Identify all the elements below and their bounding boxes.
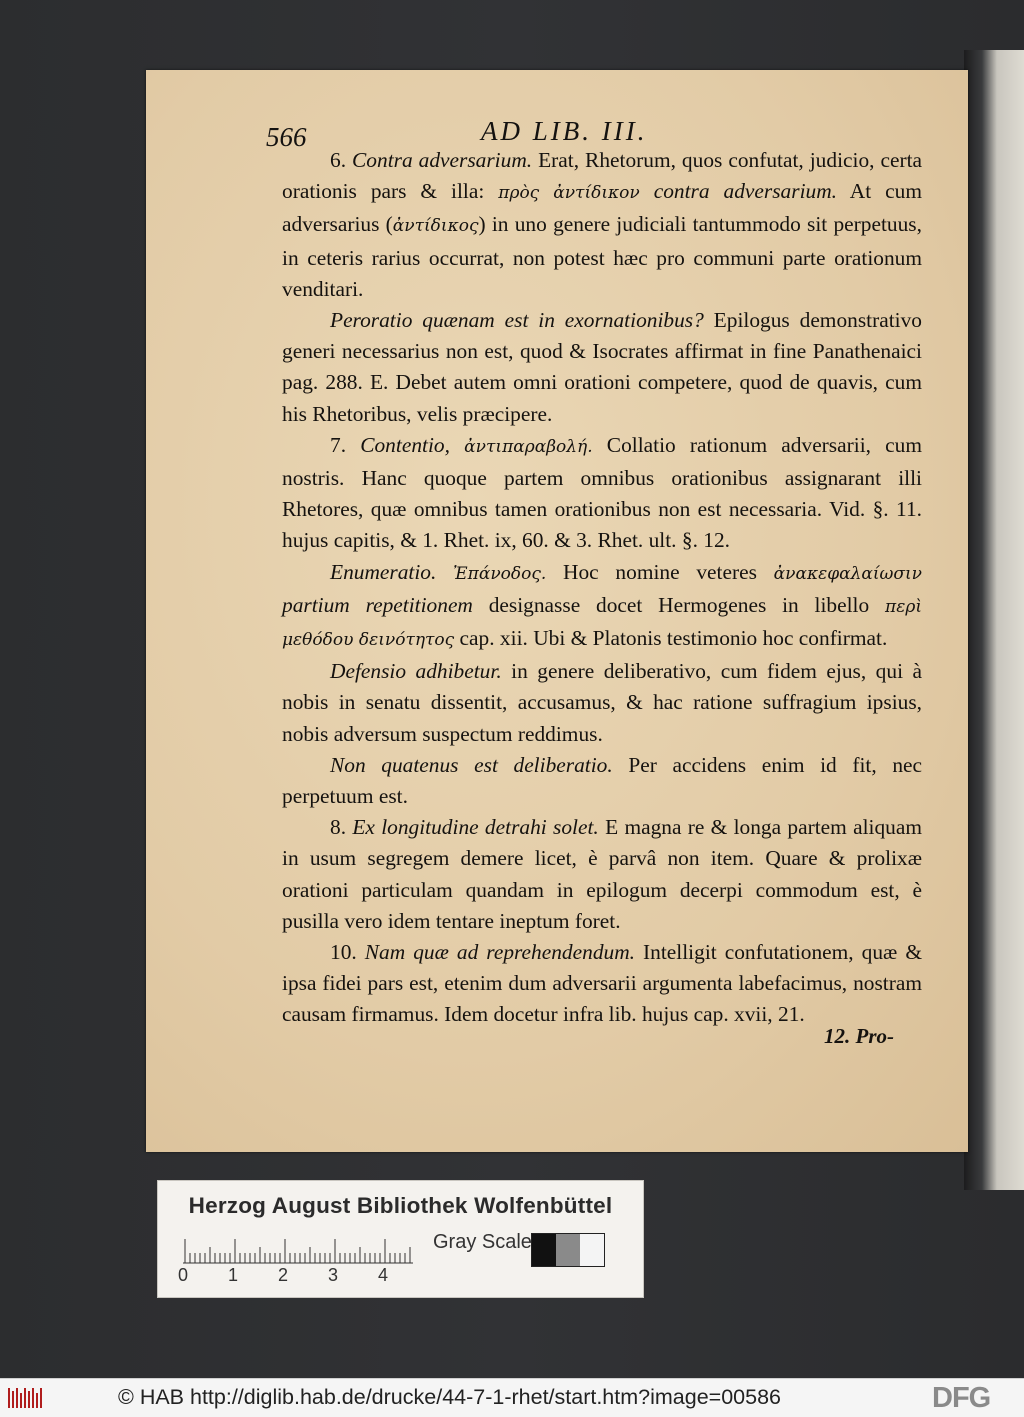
ruler-number: 4: [378, 1265, 389, 1285]
hab-logo-icon: [6, 1385, 46, 1411]
text-run: cap. xii. Ubi & Platonis testimonio hoc confirmat.: [454, 626, 888, 651]
paragraph: [282, 937, 922, 1031]
gray-scale-swatch: [531, 1233, 605, 1267]
ruler-scale: [183, 1234, 413, 1264]
ruler-number: 2: [278, 1265, 289, 1285]
gray-swatch-cell: [556, 1234, 580, 1266]
greek-term: ἀνακεφαλαίωσιν: [773, 563, 922, 584]
text-run: 8.: [330, 815, 353, 840]
paragraph: [282, 557, 922, 657]
text-run: designasse docet Hermogenes in libello: [472, 592, 886, 617]
italic-lemma: partium repetitionem: [282, 592, 473, 617]
adjacent-page-edge: [964, 50, 1024, 1190]
text-run: in genere deliberativo, cum fidem ejus, qui à nobis in senatu dissentit, accusamus, & hac ratione suffragium ipsius, nobis adversum suspectum reddimus.: [282, 659, 922, 746]
dfg-logo: DFG: [932, 1382, 991, 1414]
text-run: 7.: [330, 432, 361, 457]
paragraph: [282, 656, 922, 750]
ruler-number: 0: [178, 1265, 189, 1285]
greek-term: περὶ μεθόδου δεινότητος: [282, 596, 922, 651]
ruler-number: 3: [328, 1265, 339, 1285]
italic-lemma: Defensio adhibetur.: [330, 659, 502, 684]
color-target-card: [157, 1180, 644, 1298]
italic-lemma: Contentio,: [360, 432, 450, 457]
text-run: ) in uno genere judiciali tantummodo sit perpetuus, in ceteris rarius occurrat, non potest hæc pro communi parte orationum venditari.: [282, 212, 922, 301]
text-run: 10.: [330, 940, 365, 965]
text-run: E magna re & longa partem aliquam in usum segregem demere licet, è parvâ non item. Quare & prolixæ orationi particulam quandam in epilogum decerpi commodum est, è pusilla vero idem tentare ineptum foret.: [282, 815, 923, 933]
text-run: Intelligit confutationem, quæ & ipsa fidei pars est, etenim dum adversarii argumenta labefacimus, nostram causam firmamus. Idem docetur infra lib. hujus cap. xvii, 21.: [282, 940, 922, 1027]
paragraph: [282, 145, 922, 305]
text-run: Per accidens enim id fit, nec perpetuum est.: [282, 752, 922, 809]
text-run: Erat, Rhetorum, quos confutat, judicio, certa orationis pars & illa:: [282, 148, 923, 204]
italic-lemma: contra adversarium.: [639, 179, 838, 204]
greek-term: ἀντίδικος: [392, 216, 479, 237]
running-head: AD LIB. III.: [481, 116, 648, 146]
greek-term: ἀντιπαραβολή.: [449, 436, 593, 457]
copyright-link[interactable]: © HAB http://diglib.hab.de/drucke/44-7-1-rhet/start.htm?image=00586: [118, 1385, 782, 1409]
gray-swatch-cell: [532, 1234, 556, 1266]
text-run: At cum adversarius (: [282, 179, 922, 237]
ruler-numbers: [178, 1265, 438, 1287]
greek-term: Ἐπάνοδος.: [436, 563, 547, 584]
italic-lemma: Ex longitudine detrahi solet.: [352, 815, 599, 840]
italic-lemma: Peroratio quænam est in exornationibus?: [330, 308, 704, 333]
ruler-number: 1: [228, 1265, 239, 1285]
greek-term: πρὸς ἀντίδικον: [498, 183, 640, 204]
footer-bar: [0, 1378, 1024, 1417]
catchword: 12. Pro-: [824, 1024, 894, 1048]
italic-lemma: Non quatenus est deliberatio.: [330, 752, 613, 777]
page-number: 566: [266, 122, 307, 152]
paragraph: [282, 305, 922, 430]
paragraph: [282, 812, 922, 937]
body-text: [282, 145, 922, 1031]
text-run: Collatio rationum adversarii, cum nostris. Hanc quoque partem omnibus orationibus assignarant illi Rhetores, quæ omnibus tamen orationibus non est necessaria. Vid. §. 11. hujus capitis, & 1. Rhet. ix, 60. & 3. Rhet. ult. §. 12.: [282, 432, 922, 553]
gray-swatch-cell: [580, 1234, 604, 1266]
italic-lemma: Contra adversarium.: [352, 148, 533, 172]
italic-lemma: Nam quæ ad reprehendendum.: [364, 940, 636, 965]
library-name: Herzog August Bibliothek Wolfenbüttel: [188, 1193, 613, 1218]
text-run: 6.: [330, 148, 353, 172]
text-run: Hoc nomine veteres: [546, 559, 774, 584]
paragraph: [282, 430, 922, 557]
italic-lemma: Enumeratio.: [330, 559, 437, 584]
text-run: Epilogus demonstrativo generi necessarius non est, quod & Isocrates affirmat in fine Panathenaici pag. 288. E. Debet autem omni orationi competere, quod de quavis, cum his Rhetoribus, velis præcipere.: [282, 308, 922, 426]
paragraph: [282, 750, 922, 812]
gray-scale-label: Gray Scale: [433, 1231, 532, 1253]
